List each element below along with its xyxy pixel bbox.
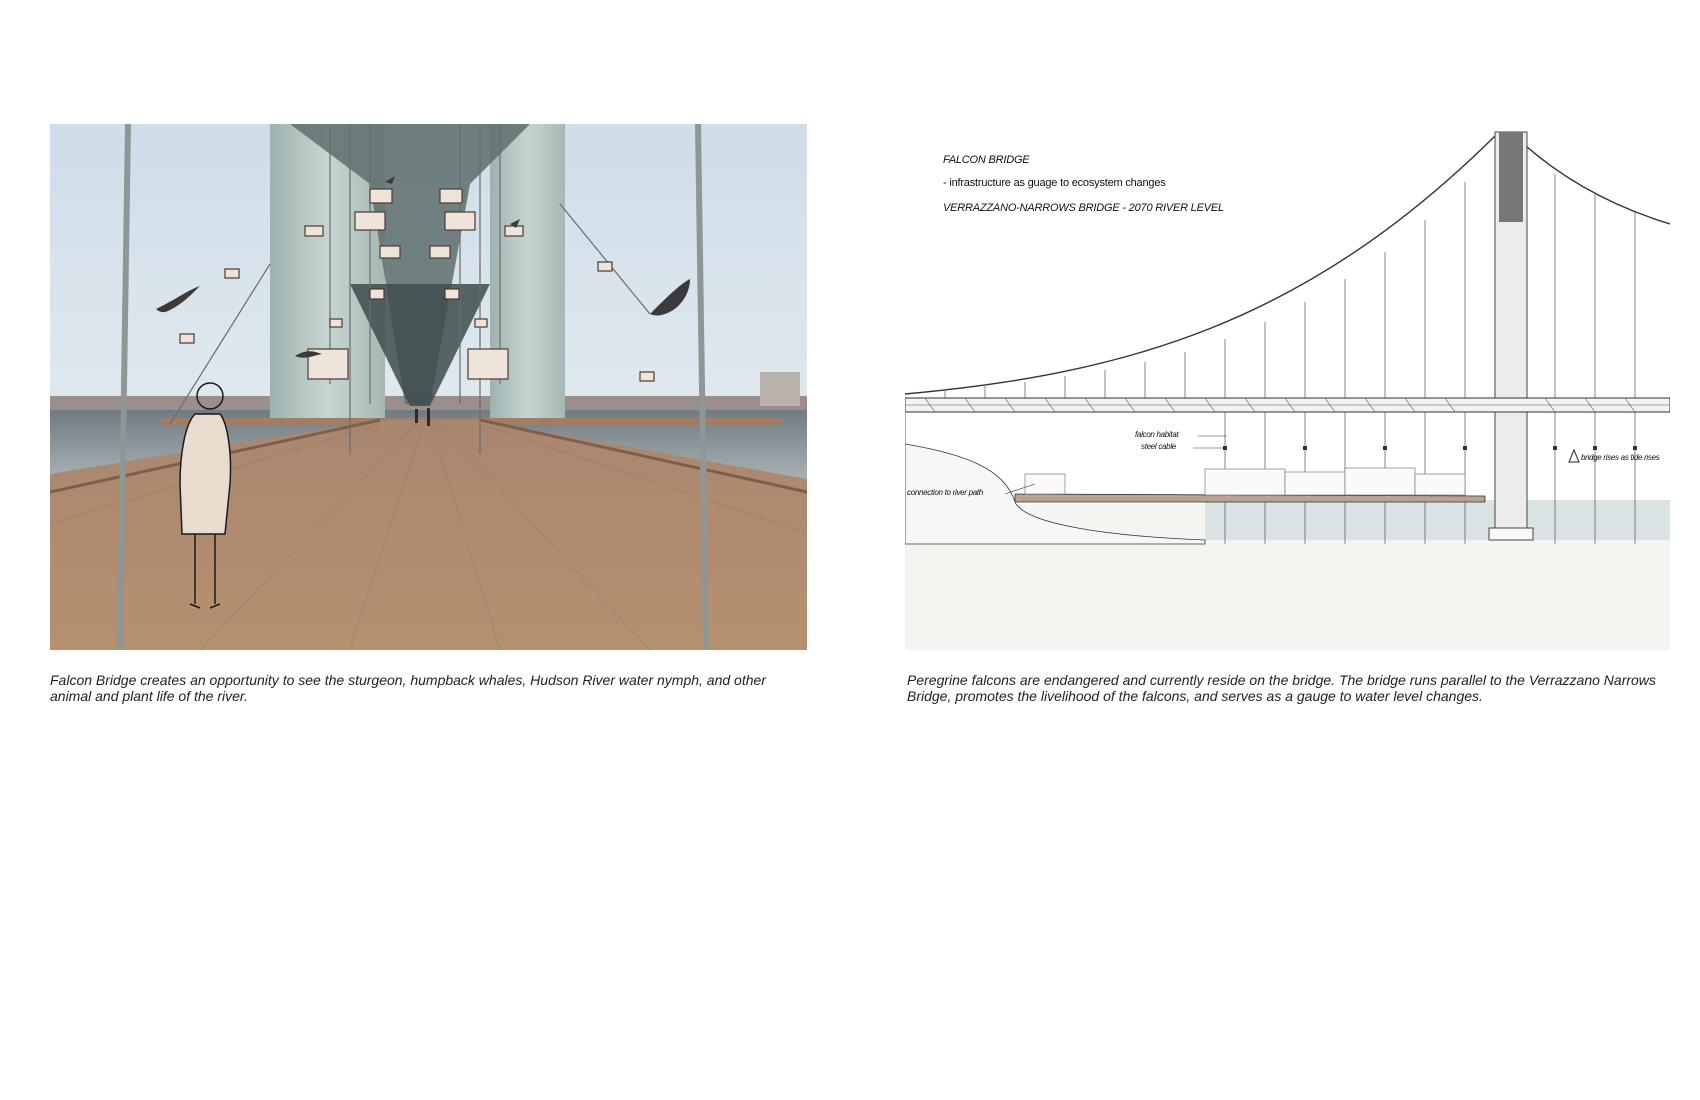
background-buildings	[1025, 468, 1465, 495]
section-subtitle: - infrastructure as guage to ecosystem changes	[943, 177, 1166, 189]
caption-render: Falcon Bridge creates an opportunity to see the sturgeon, humpback whales, Hudson River water nymph, and other animal and plant life of the river.	[50, 672, 766, 704]
tower-footing	[1489, 528, 1533, 540]
caption-section: Peregrine falcons are endangered and currently reside on the bridge. The bridge runs parallel to the Verrazzano Narrows Bridge, promotes the livelihood of the falcons, and serves as a gauge to water level changes.	[907, 672, 1656, 704]
tower-top	[1499, 132, 1523, 222]
section-drawing	[905, 124, 1670, 650]
main-cable-right	[1515, 136, 1670, 224]
section-title: FALCON BRIDGE	[943, 154, 1030, 166]
label-river-path: connection to river path	[907, 488, 983, 497]
tide-arrow-icon	[1569, 450, 1579, 462]
section-heading: VERRAZZANO-NARROWS BRIDGE - 2070 RIVER LEVEL	[943, 202, 1224, 214]
main-cable	[905, 136, 1495, 394]
habitat-markers	[1223, 446, 1637, 450]
river-water-level	[1205, 500, 1670, 540]
render-illustration	[50, 124, 807, 650]
label-steel-cable: steel cable	[1141, 442, 1176, 451]
perspective-render	[50, 124, 807, 650]
label-falcon-habitat: falcon habitat	[1135, 430, 1179, 439]
label-bridge-rises: bridge rises as tide rises	[1581, 453, 1660, 462]
distant-building	[760, 372, 800, 406]
